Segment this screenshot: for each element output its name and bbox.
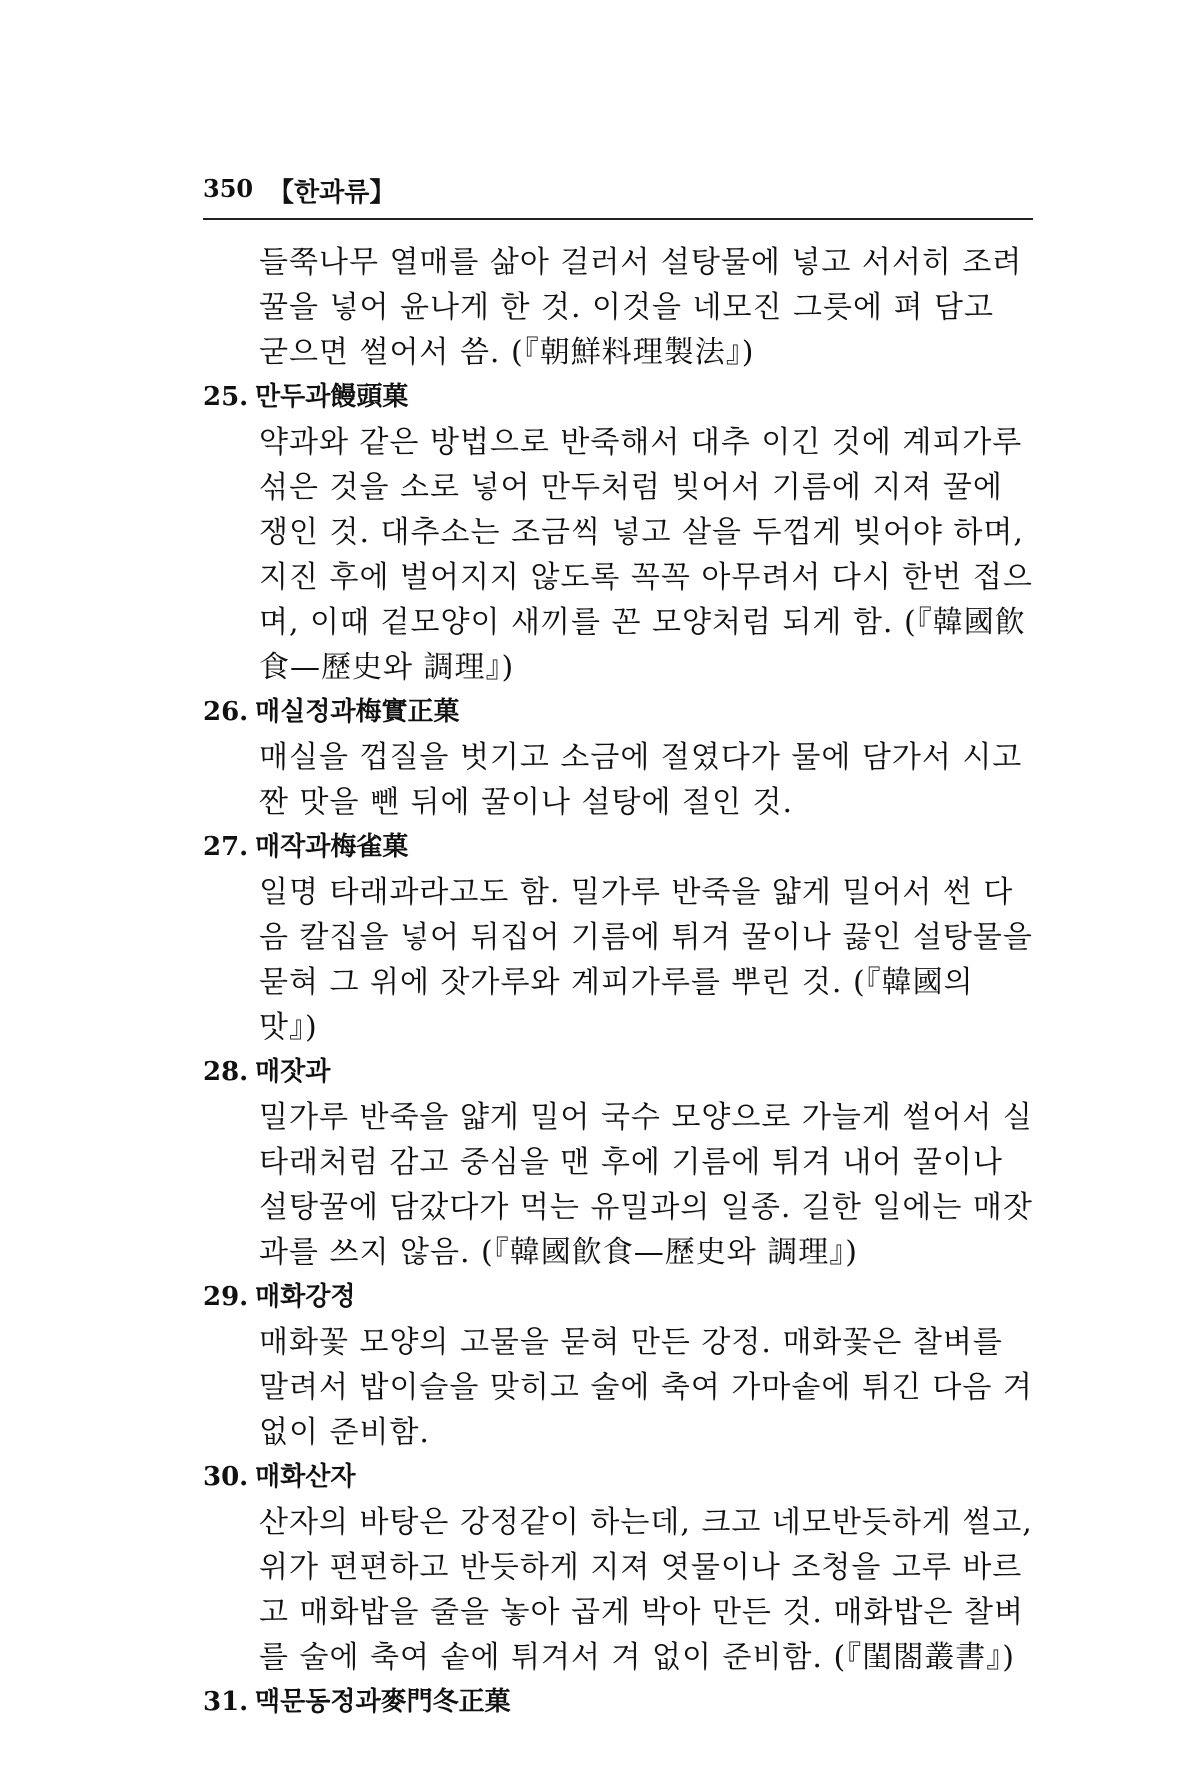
entry-number: 27. [203, 832, 249, 862]
chapter-title: 【한과류】 [268, 178, 396, 208]
page-number: 350 [203, 174, 254, 203]
entry-number: 29. [203, 1282, 249, 1312]
entry-text: 매화꽃 모양의 고물을 묻혀 만든 강정. 매화꽃은 찰벼를 말려서 밥이슬을 맞히고 술에 축여 가마솥에 튀긴 다음 겨 없이 준비함. [259, 1325, 1033, 1450]
entry-heading [203, 1680, 1033, 1725]
entry-text: 약과와 같은 방법으로 반죽해서 대추 이긴 것에 계피가루 섞은 것을 소로 넣어 만두처럼 빚어서 기름에 지져 꿀에 쟁인 것. 대추소는 조금씩 넣고 살을 두껍게 빚어야 하며, 지진 후에 벌어지지 않도록 꼭꼭 아무려서 다시 한번 접으며, 이때 겉모양이 새끼를 꼰 모양처럼 되게 함. (『韓國飮食—歷史와 調理』) [259, 425, 1033, 685]
entry-30 [203, 1455, 1033, 1680]
entry-26 [203, 690, 1033, 825]
entry-25 [203, 375, 1033, 690]
entry-number: 30. [203, 1462, 249, 1492]
entry-heading [203, 1455, 1033, 1500]
page-content [203, 240, 1033, 1725]
entry-29 [203, 1275, 1033, 1455]
entry-text: 산자의 바탕은 강정같이 하는데, 크고 네모반듯하게 썰고, 위가 편편하고 반듯하게 지져 엿물이나 조청을 고루 바르고 매화밥을 줄을 놓아 곱게 박아 만든 것. 매화밥은 찰벼를 술에 축여 솥에 튀겨서 겨 없이 준비함. (『閨閤叢書』) [259, 1505, 1033, 1675]
entry-title: 만두과饅頭菓 [255, 382, 409, 412]
entry-heading [203, 825, 1033, 870]
entry-title: 맥문동정과麥門冬正菓 [255, 1687, 511, 1717]
running-header [203, 168, 1033, 220]
entry-27 [203, 825, 1033, 1050]
entry-title: 매실정과梅實正菓 [255, 697, 460, 727]
entry-number: 26. [203, 697, 249, 727]
entry-title: 매화산자 [255, 1462, 356, 1492]
entry-number: 28. [203, 1057, 249, 1087]
continued-paragraph: 들쭉나무 열매를 삶아 걸러서 설탕물에 넣고 서서히 조려 꿀을 넣어 윤나게 한 것. 이것을 네모진 그릇에 펴 담고 굳으면 썰어서 씀. (『朝鮮料理製法』) [259, 245, 1023, 370]
entry-number: 31. [203, 1687, 249, 1717]
entry-28 [203, 1050, 1033, 1275]
entry-heading [203, 1050, 1033, 1095]
entry-31 [203, 1680, 1033, 1725]
entry-heading [203, 375, 1033, 420]
entry-text: 밀가루 반죽을 얇게 밀어 국수 모양으로 가늘게 썰어서 실타래처럼 감고 중심을 맨 후에 기름에 튀겨 내어 꿀이나 설탕꿀에 담갔다가 먹는 유밀과의 일종. 길한 일에는 매잣과를 쓰지 않음. (『韓國飮食—歷史와 調理』) [259, 1100, 1033, 1270]
entry-number: 25. [203, 382, 249, 412]
entry-text: 매실을 껍질을 벗기고 소금에 절였다가 물에 담가서 시고 짠 맛을 뺀 뒤에 꿀이나 설탕에 절인 것. [259, 740, 1023, 820]
entry-title: 매잣과 [255, 1057, 331, 1087]
entry-text: 일명 타래과라고도 함. 밀가루 반죽을 얇게 밀어서 썬 다음 칼집을 넣어 뒤집어 기름에 튀겨 꿀이나 끓인 설탕물을 묻혀 그 위에 잣가루와 계피가루를 뿌린 것. (『韓國의 맛』) [259, 875, 1033, 1045]
entry-heading [203, 1275, 1033, 1320]
entry-title: 매화강정 [255, 1282, 356, 1312]
entry-title: 매작과梅雀菓 [255, 832, 409, 862]
entry-heading [203, 690, 1033, 735]
